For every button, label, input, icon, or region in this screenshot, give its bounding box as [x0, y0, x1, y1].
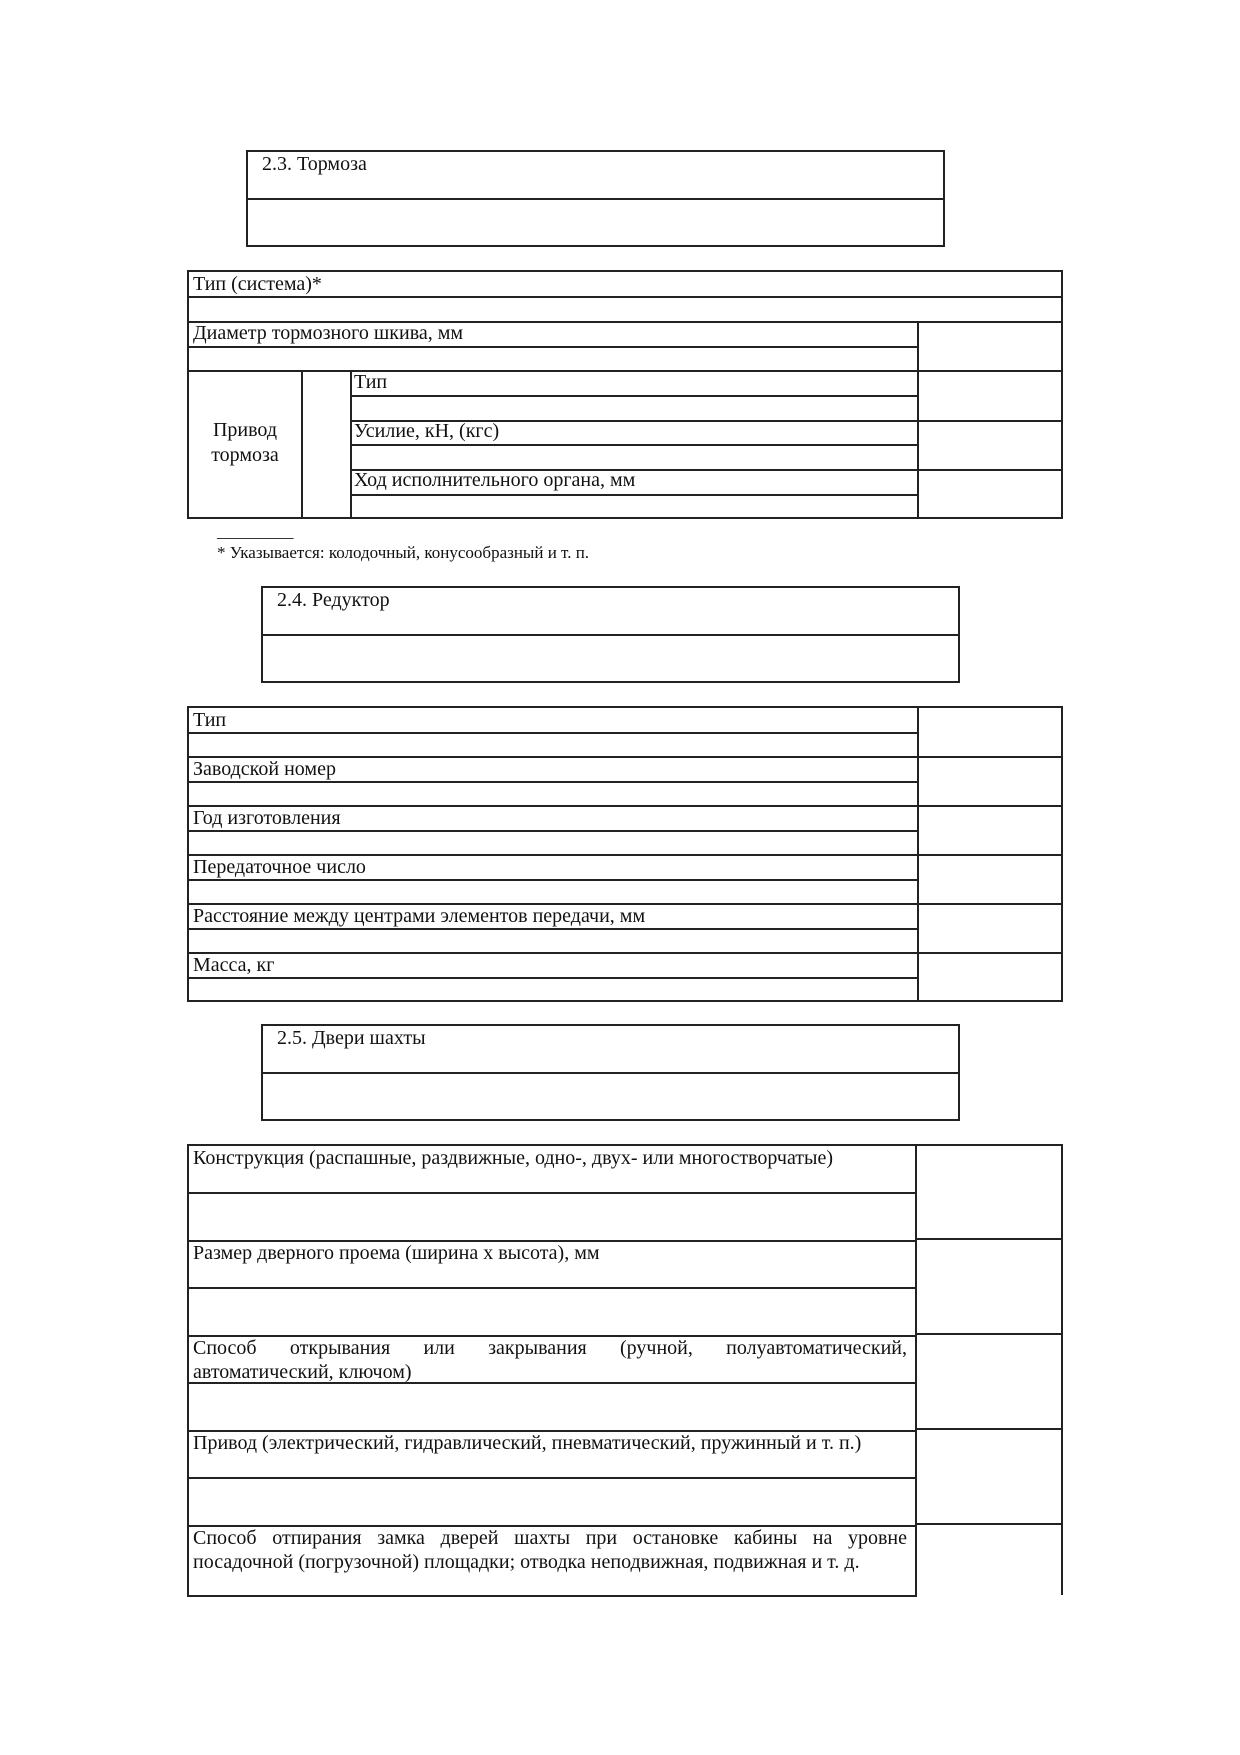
reducer-section-title: 2.4. Редуктор [277, 589, 390, 611]
brakes-drive-stroke-label: Ход исполнительного органа, мм [354, 469, 636, 491]
brakes-type-label: Тип (система)* [193, 273, 322, 295]
reducer-table [187, 706, 1063, 1002]
reducer-row-label: Заводской номер [193, 758, 336, 780]
reducer-row-label: Передаточное число [193, 856, 366, 878]
brakes-drive-force-label: Усилие, кН, (кгс) [354, 420, 500, 442]
footnote-rule: _________ [217, 522, 294, 541]
reducer-row-label: Год изготовления [193, 807, 341, 829]
doors-row-label: Размер дверного проема (ширина х высота), мм [193, 1242, 600, 1264]
doors-row-label: Способ открывания или закрывания (ручной, полуавтоматический, автоматический, ключом) [193, 1337, 907, 1383]
brakes-drive-type-label: Тип [354, 371, 388, 393]
brakes-section-title: 2.3. Тормоза [262, 153, 367, 175]
reducer-row-label: Масса, кг [193, 954, 275, 976]
reducer-row-label: Тип [193, 709, 227, 731]
doors-section-title: 2.5. Двери шахты [277, 1027, 426, 1049]
footnote-text: * Указывается: колодочный, конусообразный и т. п. [217, 543, 590, 562]
reducer-row-label: Расстояние между центрами элементов передачи, мм [193, 905, 646, 927]
doors-row-label: Конструкция (распашные, раздвижные, одно-, двух- или многостворчатые) [193, 1147, 834, 1169]
doors-row-label: Привод (электрический, гидравлический, пневматический, пружинный и т. п.) [193, 1432, 862, 1454]
brakes-pulley-diameter-label: Диаметр тормозного шкива, мм [193, 322, 464, 344]
brakes-drive-label: Привод тормоза [211, 419, 279, 466]
doors-row-label: Способ отпирания замка дверей шахты при остановке кабины на уровне посадочной (погрузочной) площадки; отводка неподвижная, подвижная и т. д. [193, 1527, 907, 1573]
